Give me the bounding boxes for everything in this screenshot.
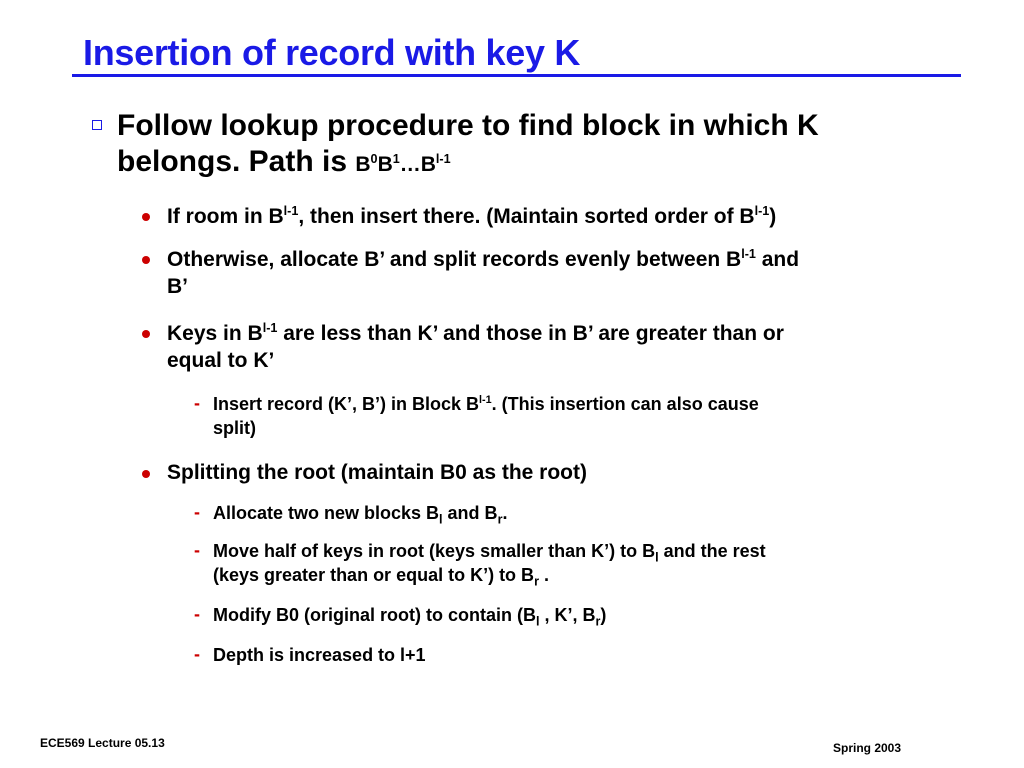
text-part: and the rest <box>658 541 766 561</box>
dash-bullet-icon: - <box>194 502 200 522</box>
path-b1: B <box>377 153 393 176</box>
text-part: . <box>502 503 508 523</box>
path-bl: B <box>420 153 436 176</box>
path-label: belongs. Path is <box>117 145 356 178</box>
dash-bullet-icon: - <box>194 393 200 413</box>
bullet-allocate-blocks <box>213 501 507 525</box>
text-part: are less than K’ and those in B’ are greater than or <box>277 322 784 345</box>
bullet-line-1 <box>213 392 759 416</box>
footer-semester: Spring 2003 <box>833 741 902 755</box>
dash-bullet-icon: - <box>194 644 200 664</box>
bullet-insert-record <box>213 392 759 440</box>
bullet-room <box>167 203 776 230</box>
bullet-line-1 <box>213 539 766 563</box>
bullet-line-2 <box>213 563 766 587</box>
superscript: l-1 <box>754 204 770 218</box>
footer-course-lecture: ECE569 Lecture 05.13 <box>40 736 165 750</box>
text-part: Move half of keys in root (keys smaller than K’) to B <box>213 541 656 561</box>
subscript: l <box>655 550 659 565</box>
text-part: and B <box>442 503 498 523</box>
path-b1-sup: 1 <box>392 152 400 166</box>
superscript: l-1 <box>479 394 492 406</box>
subscript: l <box>535 614 540 629</box>
bullet-line-1 <box>167 320 784 347</box>
text-part: . (This insertion can also cause <box>491 394 759 414</box>
bullet-follow-lookup <box>117 108 819 183</box>
subscript: r <box>595 614 601 629</box>
text-part: ) <box>600 605 607 625</box>
round-bullet-icon <box>142 256 150 264</box>
text-part: (keys greater than or equal to K’) to B <box>213 565 535 585</box>
subscript: l <box>439 512 443 527</box>
text-part: , then insert there. (Maintain sorted order of B <box>298 205 755 228</box>
bullet-line-2 <box>117 144 819 183</box>
bullet-depth: Depth is increased to l+1 <box>213 645 426 665</box>
dash-bullet-icon: - <box>194 604 200 624</box>
text-part: . <box>538 565 549 585</box>
superscript: l-1 <box>283 204 299 218</box>
path-bl-sup: l-1 <box>435 152 451 166</box>
text-part: Keys in B <box>167 322 263 345</box>
bullet-line-2: equal to K’ <box>167 349 275 372</box>
slide-title: Insertion of record with key K <box>83 32 581 73</box>
bullet-otherwise <box>167 246 799 300</box>
dash-bullet-icon: - <box>194 540 200 560</box>
path-b0-sup: 0 <box>370 152 378 166</box>
bullet-line-2: split) <box>213 418 256 438</box>
text-part: ) <box>769 205 777 228</box>
path-ellipsis: … <box>399 153 421 176</box>
superscript: l-1 <box>262 321 278 335</box>
path-expression <box>355 153 450 176</box>
round-bullet-icon <box>142 470 150 478</box>
text-part: , K’, B <box>539 605 596 625</box>
superscript: l-1 <box>741 247 756 261</box>
round-bullet-icon <box>142 213 150 221</box>
bullet-splitting-root: Splitting the root (maintain B0 as the root) <box>167 461 587 484</box>
bullet-line-1: Follow lookup procedure to find block in which K <box>117 109 819 142</box>
subscript: r <box>497 512 503 527</box>
bullet-keys <box>167 320 784 374</box>
bullet-move-half <box>213 539 766 587</box>
round-bullet-icon <box>142 330 150 338</box>
bullet-line-2: B’ <box>167 275 188 298</box>
text-part: Otherwise, allocate B’ and split records evenly between B <box>167 248 742 271</box>
text-part: If room in B <box>167 205 284 228</box>
text-part: Modify B0 (original root) to contain (B <box>213 605 536 625</box>
text-part: Insert record (K’, B’) in Block B <box>213 394 480 414</box>
bullet-line-1 <box>167 246 799 273</box>
path-b0: B <box>355 153 371 176</box>
text-part: and <box>755 248 800 271</box>
title-underline <box>72 74 961 77</box>
square-bullet-icon <box>92 120 102 130</box>
bullet-modify-root <box>213 603 606 627</box>
subscript: r <box>534 574 539 589</box>
text-part: Allocate two new blocks B <box>213 503 440 523</box>
